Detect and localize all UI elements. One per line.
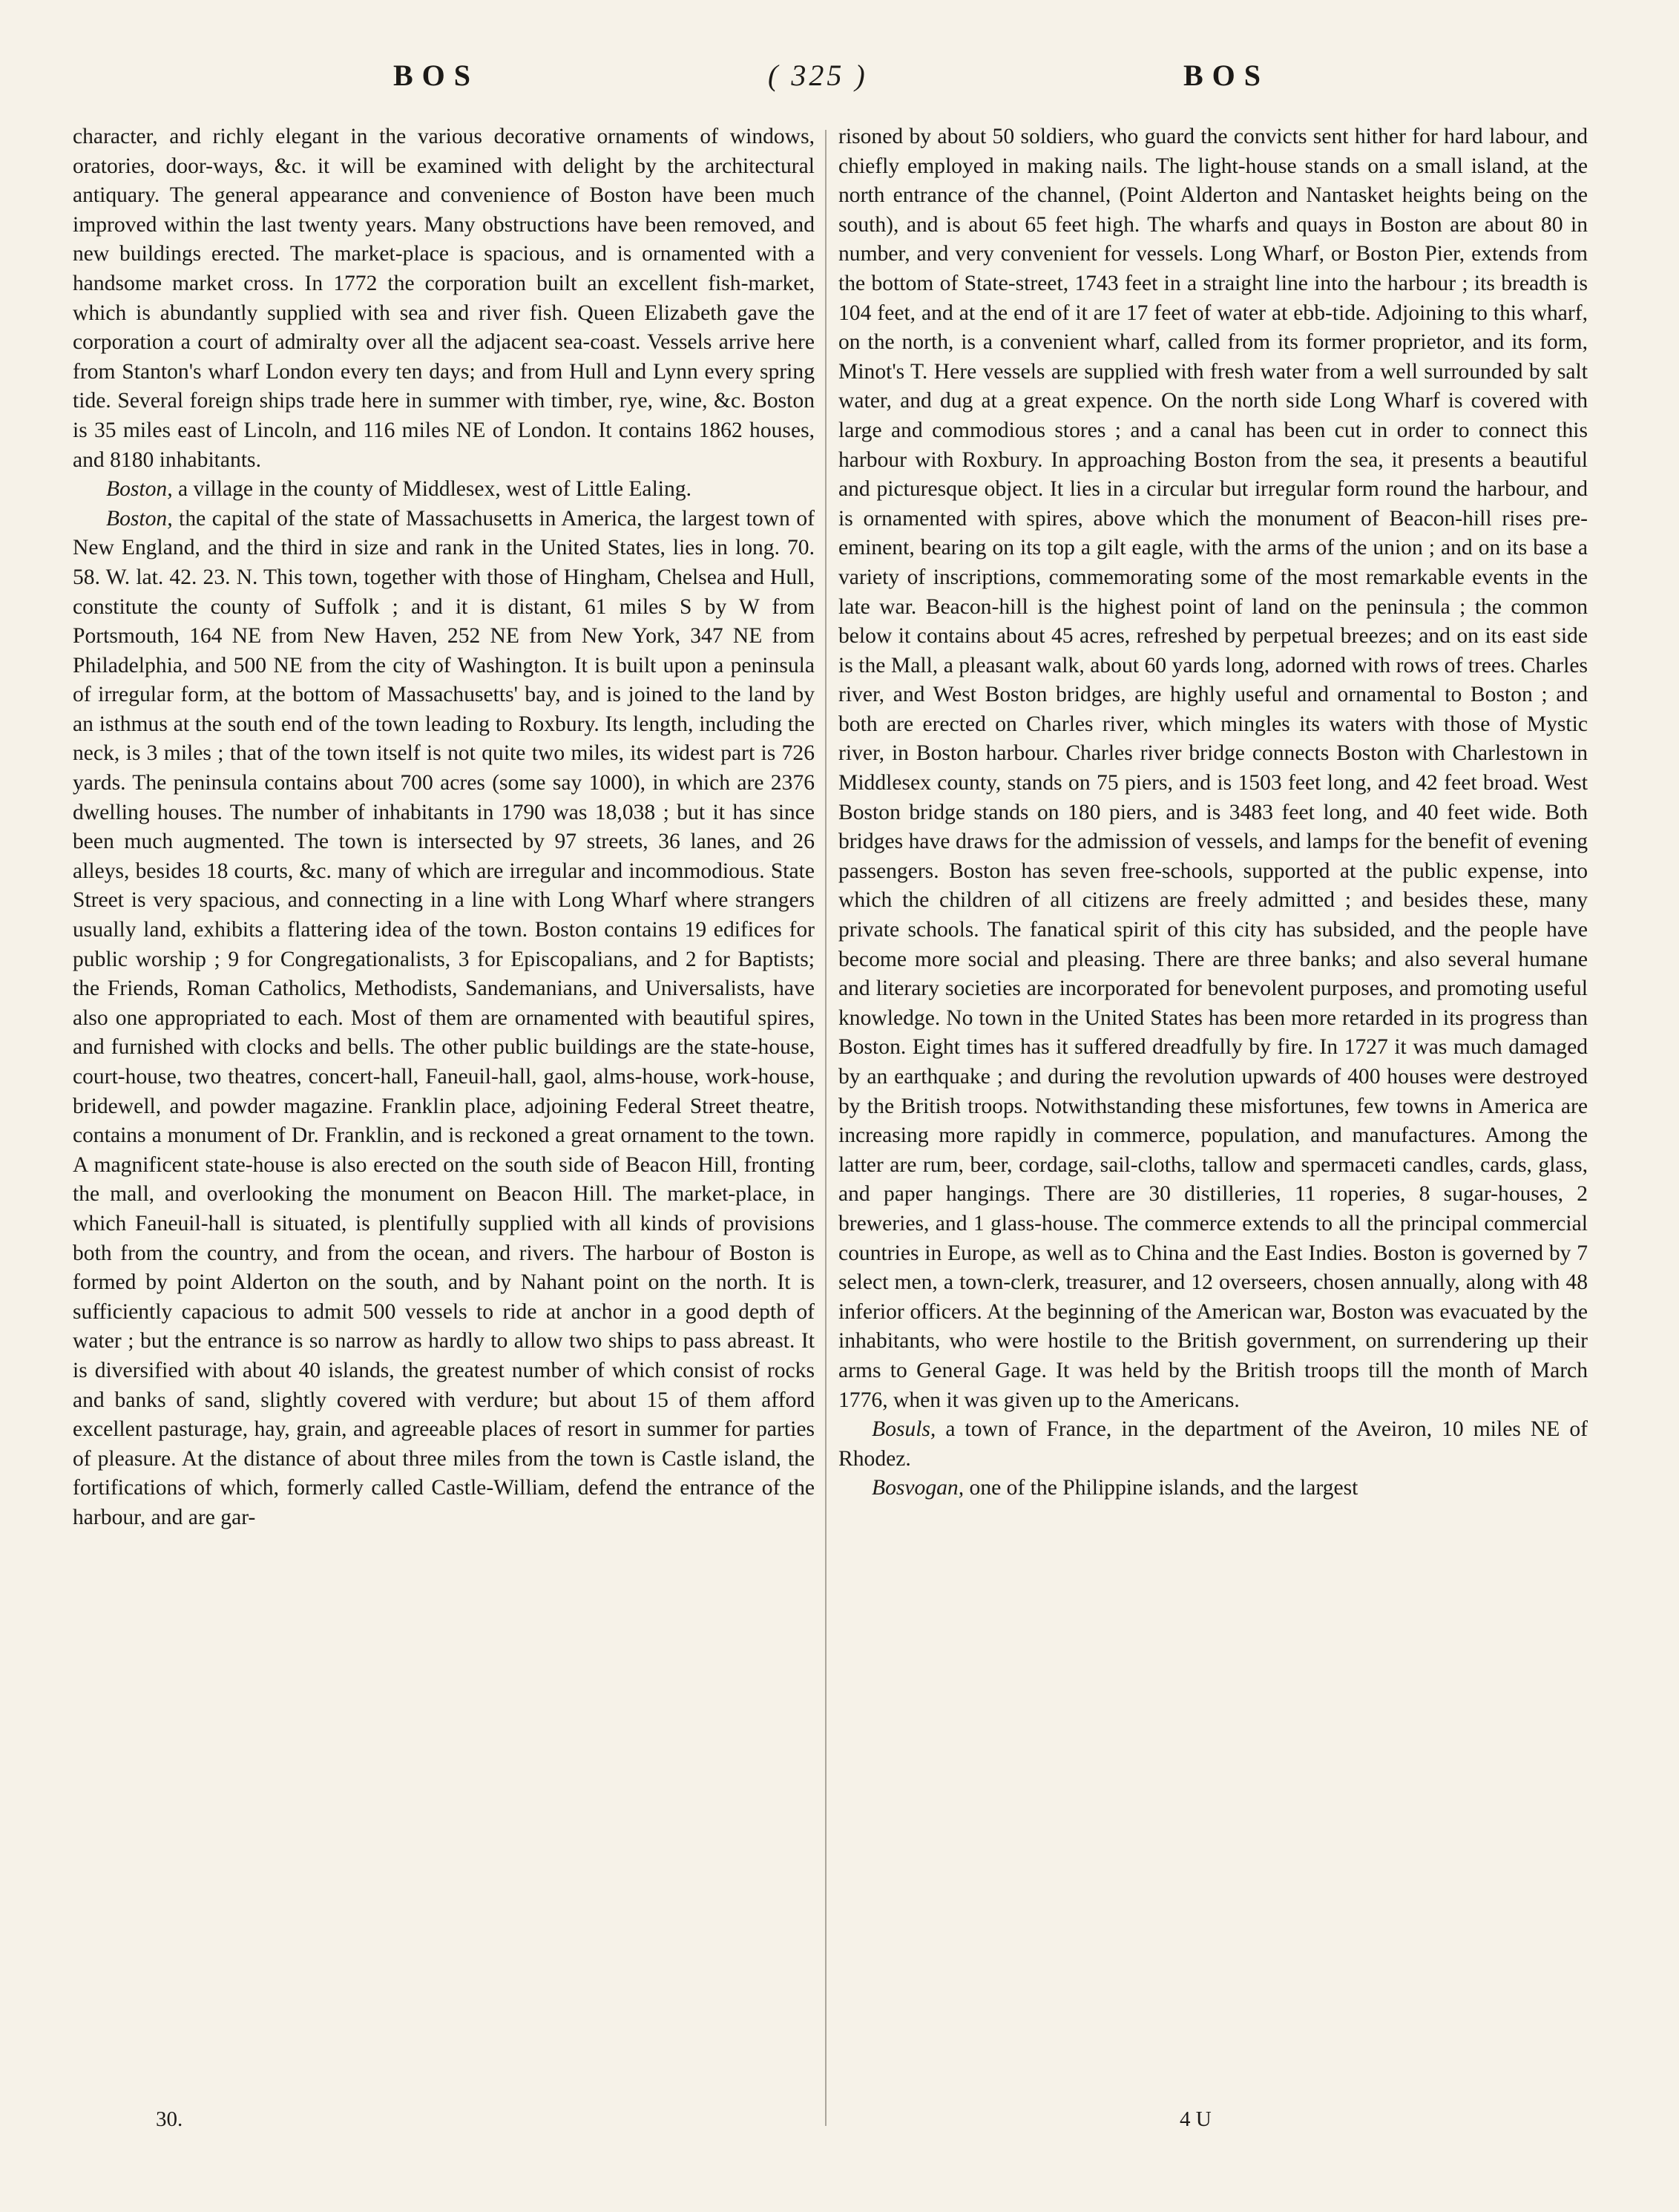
signature-mark-left: 30. bbox=[156, 2107, 183, 2131]
entry-paragraph bbox=[73, 505, 815, 1533]
left-continuation-paragraph bbox=[73, 122, 815, 475]
paragraph-text: risoned by about 50 soldiers, who guard the convicts sent hither for hard labour, and chiefly employed in making nails. The light-house stands on a small island, at the north entrance of the channel, (Point Alderton and Nantasket heights being on the south), and is about 65 feet high. The wharfs and quays in Boston are about 80 in number, and very convenient for vessels. Long Wharf, or Boston Pier, extends from the bottom of State-street, 1743 feet in a straight line into the harbour ; its breadth is 104 feet, and at the end of it are 17 feet of water at ebb-tide. Adjoining to this wharf, on the north, is a convenient wharf, called from its former proprietor, and its form, Minot's T. Here vessels are supplied with fresh water from a well surrounded by salt water, and dug at a great expence. On the north side Long Wharf is covered with large and commodious stores ; and a canal has been cut in order to connect this harbour with Roxbury. In approaching Boston from the sea, it presents a beautiful and picturesque object. It lies in a circular but irregular form round the harbour, and is ornamented with spires, above which the monument of Beacon-hill rises pre-eminent, bearing on its top a gilt eagle, with the arms of the union ; and on its base a variety of inscriptions, commemorating some of the most remarkable events in the late war. Beacon-hill is the highest point of land on the peninsula ; the common below it contains about 45 acres, refreshed by perpetual breezes; and on its east side is the Mall, a pleasant walk, about 60 yards long, adorned with rows of trees. Charles river, and West Boston bridges, are highly useful and ornamental to Boston ; and both are erected on Charles river, which mingles its waters with those of Mystic river, in Boston harbour. Charles river bridge connects Boston with Charlestown in Middlesex county, stands on 75 piers, and is 1503 feet long, and 42 feet broad. West Boston bridge stands on 180 piers, and is 3483 feet long, and 40 feet wide. Both bridges have draws for the admission of vessels, and lamps for the benefit of evening passengers. Boston has seven free-schools, supported at the public expense, into which the children of all citizens are freely admitted ; and besides these, many private schools. The fanatical spirit of this city has subsided, and the people have become more social and pleasing. There are three banks; and also several humane and literary societies are incorporated for benevolent purposes, and promoting useful knowledge. No town in the United States has been more retarded in its progress than Boston. Eight times has it suffered dreadfully by fire. In 1727 it was much damaged by an earthquake ; and during the revolution upwards of 400 houses were destroyed by the British troops. Notwithstanding these misfortunes, few towns in America are increasing more rapidly in commerce, population, and manufactures. Among the latter are rum, beer, cordage, sail-cloths, tallow and spermaceti candles, cards, glass, and paper hangings. There are 30 distilleries, 11 roperies, 8 sugar-houses, 2 breweries, and 1 glass-house. The commerce extends to all the principal commercial countries in Europe, as well as to China and the East Indies. Boston is governed by 7 select men, a town-clerk, treasurer, and 12 overseers, chosen annually, along with 48 inferior officers. At the beginning of the American war, Boston was evacuated by the inhabitants, who were hostile to the British government, on surrendering up their arms to General Gage. It was held by the British troops till the month of March 1776, when it was given up to the Americans. bbox=[838, 125, 1588, 1412]
paragraph-text: character, and richly elegant in the various decorative ornaments of windows, oratories, door-ways, &c. it will be examined with delight by the architectural antiquary. The general appearance and convenience of Boston have been much improved within the last twenty years. Many obstructions have been removed, and new buildings erected. The market-place is spacious, and is ornamented with a handsome market cross. In 1772 the corporation built an excellent fish-market, which is abundantly supplied with sea and river fish. Queen Elizabeth gave the corporation a court of admiralty over all the adjacent sea-coast. Vessels arrive here from Stanton's wharf London every ten days; and from Hull and Lynn every spring tide. Several foreign ships trade here in summer with timber, rye, wine, &c. Boston is 35 miles east of Lincoln, and 116 miles NE of London. It contains 1862 houses, and 8180 inhabitants. bbox=[73, 125, 815, 472]
running-header bbox=[0, 58, 1679, 110]
signature-mark-right: 4 U bbox=[1180, 2107, 1212, 2131]
right-continuation-paragraph bbox=[838, 122, 1588, 1415]
entry-paragraph bbox=[838, 1474, 1588, 1503]
left-column bbox=[73, 122, 815, 1533]
column-divider bbox=[825, 130, 827, 2126]
entry-text: a town of France, in the department of the Aveiron, 10 miles NE of Rhodez. bbox=[838, 1417, 1588, 1471]
entry-text: the capital of the state of Massachusetts in America, the largest town of New England, and the third in size and rank in the United States, lies in long. 70. 58. W. lat. 42. 23. N. This town, together with those of Hingham, Chelsea and Hull, constitute the county of Suffolk ; and it is distant, 61 miles S by W from Portsmouth, 164 NE from New Haven, 252 NE from New York, 347 NE from Philadelphia, and 500 NE from the city of Washington. It is built upon a peninsula of irregular form, at the bottom of Massachusetts' bay, and is joined to the land by an isthmus at the south end of the town leading to Roxbury. Its length, including the neck, is 3 miles ; that of the town itself is not quite two miles, its widest part is 726 yards. The peninsula contains about 700 acres (some say 1000), in which are 2376 dwelling houses. The number of inhabitants in 1790 was 18,038 ; but it has since been much augmented. The town is intersected by 97 streets, 36 lanes, and 26 alleys, besides 18 courts, &c. many of which are irregular and incommodious. State Street is very spacious, and connecting in a line with Long Wharf where strangers usually land, exhibits a flattering idea of the town. Boston contains 19 edifices for public worship ; 9 for Congregationalists, 3 for Episcopalians, and 2 for Baptists; the Friends, Roman Catholics, Methodists, Sandemanians, and Universalists, have also one appropriated to each. Most of them are ornamented with beautiful spires, and furnished with clocks and bells. The other public buildings are the state-house, court-house, two theatres, concert-hall, Faneuil-hall, gaol, alms-house, work-house, bridewell, and powder magazine. Franklin place, adjoining Federal Street theatre, contains a monument of Dr. Franklin, and is reckoned a great ornament to the town. A magnificent state-house is also erected on the south side of Beacon Hill, fronting the mall, and overlooking the monument on Beacon Hill. The market-place, in which Faneuil-hall is situated, is plentifully supplied with all kinds of provisions both from the country, and from the ocean, and rivers. The harbour of Boston is formed by point Alderton on the south, and by Nahant point on the north. It is sufficiently capacious to admit 500 vessels to ride at anchor in a good depth of water ; but the entrance is so narrow as hardly to allow two ships to pass abreast. It is diversified with about 40 islands, the greatest number of which consist of rocks and banks of sand, slightly covered with verdure; but about 15 of them afford excellent pasturage, hay, grain, and agreeable places of resort in summer for parties of pleasure. At the distance of about three miles from the town is Castle island, the fortifications of which, formerly called Castle-William, defend the entrance of the harbour, and are gar- bbox=[73, 506, 815, 1529]
entry-text: one of the Philippine islands, and the largest bbox=[964, 1476, 1358, 1500]
header-right-keyword: BOS bbox=[1183, 59, 1270, 92]
entry-headword: Boston, bbox=[106, 477, 173, 502]
entry-paragraph bbox=[838, 1415, 1588, 1474]
entry-headword: Boston, bbox=[106, 506, 173, 531]
entry-paragraph bbox=[73, 475, 815, 505]
header-left-keyword: BOS bbox=[393, 59, 480, 92]
entry-headword: Bosvogan, bbox=[872, 1476, 965, 1500]
entry-headword: Bosuls, bbox=[872, 1417, 936, 1442]
entry-text: a village in the county of Middlesex, west of Little Ealing. bbox=[172, 477, 692, 502]
right-column bbox=[838, 122, 1588, 1503]
page-number: ( 325 ) bbox=[768, 59, 868, 92]
